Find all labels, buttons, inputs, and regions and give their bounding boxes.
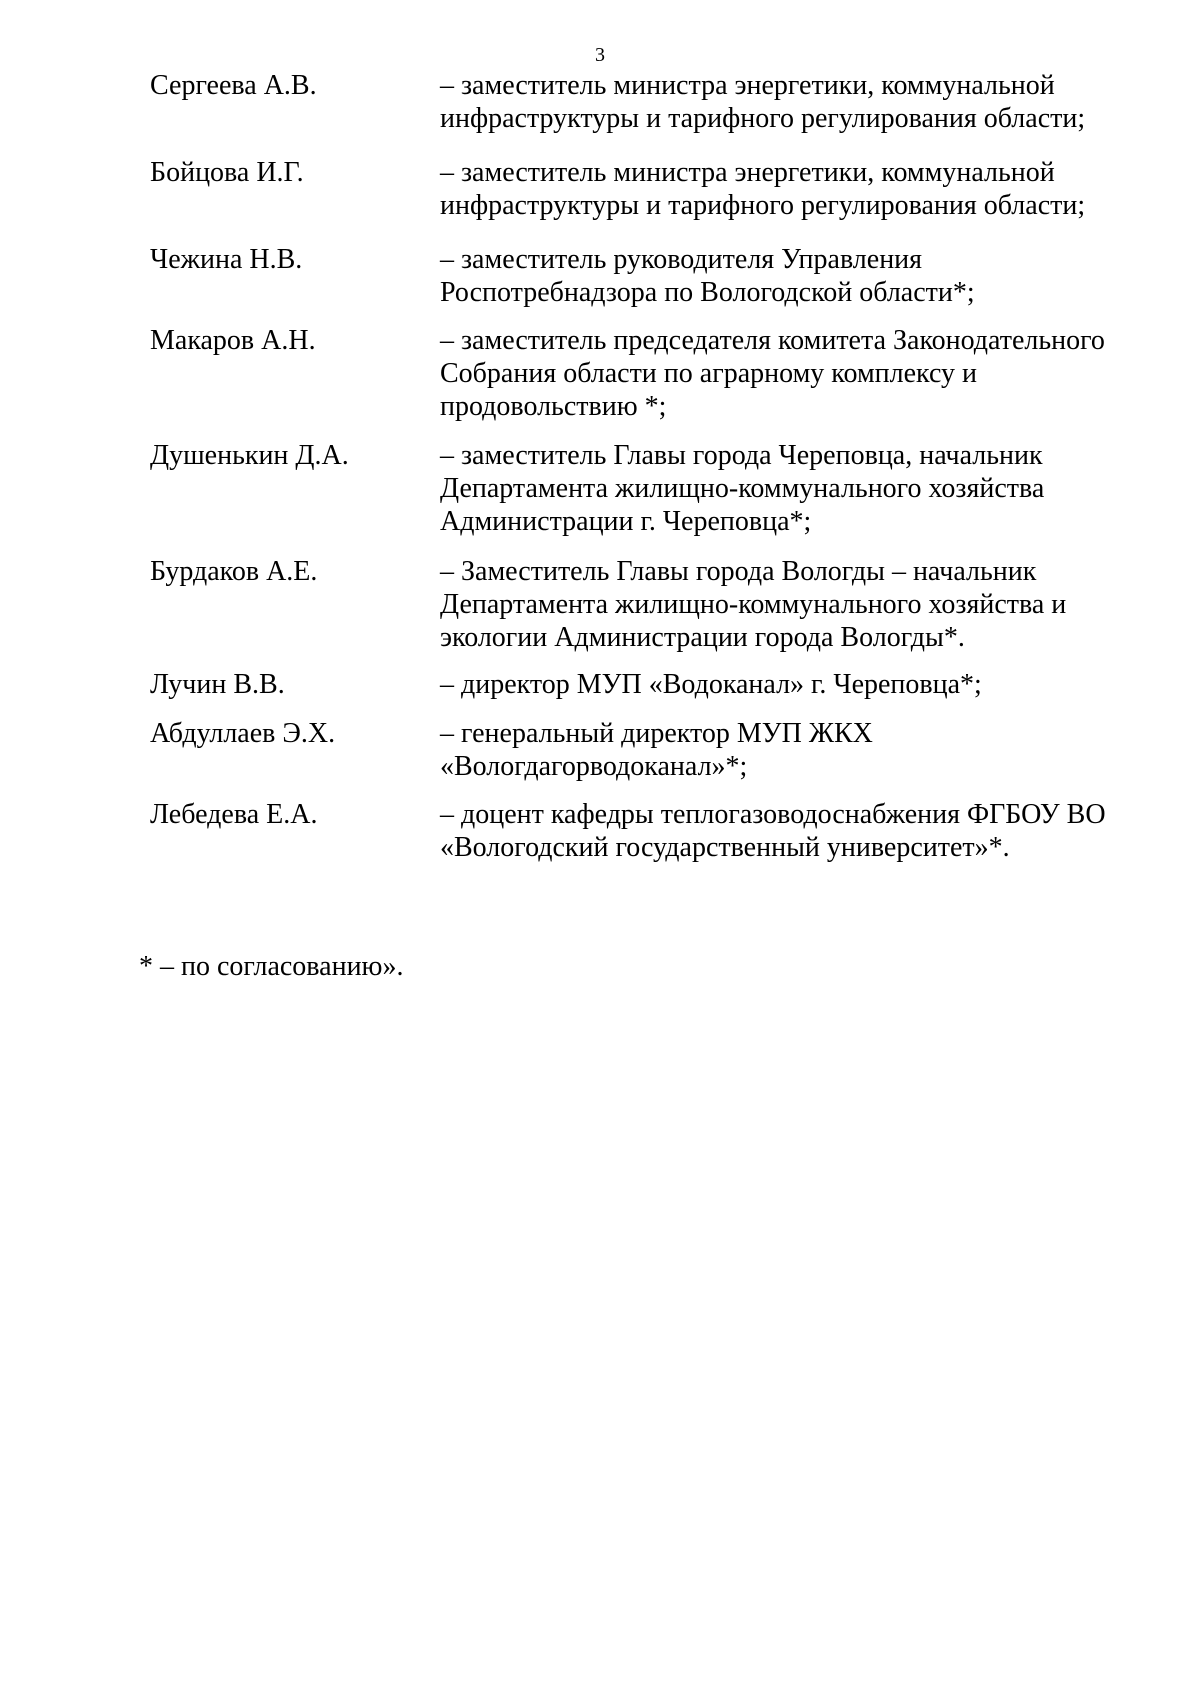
member-role — [440, 156, 1140, 222]
member-name: Сергеева А.В. — [150, 70, 317, 101]
member-role-line: «Вологодский государственный университет»*. — [440, 832, 1010, 863]
member-name: Лучин В.В. — [150, 669, 285, 700]
member-role — [440, 668, 1140, 701]
member-name: Бурдаков А.Е. — [150, 556, 318, 587]
member-name: Абдуллаев Э.Х. — [150, 718, 336, 749]
member-role-line: – заместитель Главы города Череповца, начальник — [440, 440, 1043, 471]
member-name: Лебедева Е.А. — [150, 799, 318, 830]
member-role-line: Администрации г. Череповца*; — [440, 506, 812, 537]
member-role-line: инфраструктуры и тарифного регулирования области; — [440, 103, 1086, 134]
page-number: 3 — [595, 44, 605, 66]
member-role-line: Департамента жилищно-коммунального хозяйства — [440, 473, 1045, 504]
member-role-line: Роспотребнадзора по Вологодской области*; — [440, 277, 975, 308]
member-role — [440, 798, 1140, 864]
member-name: Макаров А.Н. — [150, 325, 316, 356]
member-role-line: – генеральный директор МУП ЖКХ — [440, 718, 873, 749]
member-role-line: инфраструктуры и тарифного регулирования области; — [440, 190, 1086, 221]
member-role-line: Собрания области по аграрному комплексу и — [440, 358, 977, 389]
member-role — [440, 69, 1140, 135]
member-role-line: экологии Администрации города Вологды*. — [440, 622, 965, 653]
member-role-line: – заместитель руководителя Управления — [440, 244, 923, 275]
member-role-line: – заместитель министра энергетики, коммунальной — [440, 157, 1055, 188]
member-role — [440, 717, 1140, 783]
member-role-line: – Заместитель Главы города Вологды – начальник — [440, 556, 1037, 587]
member-role — [440, 243, 1140, 309]
member-role-line: – заместитель министра энергетики, коммунальной — [440, 70, 1055, 101]
member-role-line: продовольствию *; — [440, 391, 667, 422]
member-role — [440, 439, 1140, 538]
member-name: Душенькин Д.А. — [150, 440, 349, 471]
member-role-line: – заместитель председателя комитета Законодательного — [440, 325, 1105, 356]
member-role-line: «Вологдагорводоканал»*; — [440, 751, 748, 782]
member-role-line: – доцент кафедры теплогазоводоснабжения ФГБОУ ВО — [440, 799, 1106, 830]
member-role — [440, 324, 1140, 423]
footnote: * – по согласованию». — [139, 951, 404, 982]
member-name: Бойцова И.Г. — [150, 157, 304, 188]
member-role — [440, 555, 1140, 654]
member-role-line: – директор МУП «Водоканал» г. Череповца*; — [440, 669, 982, 700]
member-role-line: Департамента жилищно-коммунального хозяйства и — [440, 589, 1067, 620]
member-name: Чежина Н.В. — [150, 244, 303, 275]
